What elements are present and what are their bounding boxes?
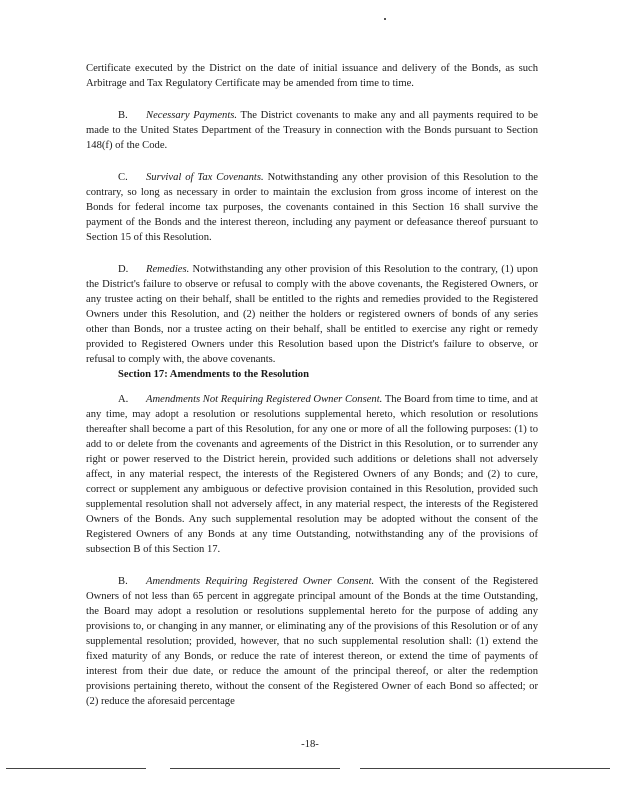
paragraph-letter: B. [118, 110, 128, 121]
paragraph-body: The District covenants to make any and all payments required to be made to the United States Department of the Treasury in connection with the Bonds pursuant to Section 148(f) of the Code. [86, 110, 538, 151]
paragraph-body: Notwithstanding any other provision of this Resolution to the contrary, so long as necessary in order to maintain the exclusion from gross income of interest on the Bonds for federal income tax purposes, the covenants contained in this Section 16 shall survive the payment of the Bonds and the interest thereon, including any payment or defeasance thereof pursuant to Section 15 of this Resolution. [86, 172, 539, 243]
paragraph-letter: C. [118, 172, 128, 183]
footer-rule [360, 768, 610, 769]
paragraph-body: The Board from time to time, and at any time, may adopt a resolution or resolutions supplemental hereto, which resolution or resolutions thereafter shall become a part of this Resolution, for any one or more of all the following purposes: (1) to add to or delete from the covenants and agreements of the District in this Resolution, or to surrender any right or power reserved to the District herein, provided such additions or deletions shall not adversely affect, in any material respect, the interests of the Registered Owners of any Bonds; and (2) to cure, correct or supplement any ambiguous or defective provision contained in this Resolution, provided such supplemental resolution shall not adversely affect, in any material respect, the interests of the Registered Owners of the Bonds. Any such supplemental resolution may be adopted without the consent of the Registered Owners of any Bonds at any time Outstanding, notwithstanding any of the provisions of subsection B of this Section 17. [86, 394, 539, 555]
paragraph-16-d [86, 262, 538, 367]
paragraph-title: Remedies. [146, 264, 190, 275]
paragraph-17-b [86, 574, 538, 709]
footer-rule [6, 768, 146, 769]
paragraph-title: Amendments Not Requiring Registered Owner Consent. [146, 394, 383, 405]
footer-rule [170, 768, 340, 769]
paragraph-title: Amendments Requiring Registered Owner Consent. [146, 576, 375, 587]
paragraph-title: Survival of Tax Covenants. [146, 172, 264, 183]
continuation-paragraph: Certificate executed by the District on the date of initial issuance and delivery of the Bonds, as such Arbitrage and Tax Regulatory Certificate may be amended from time to time. [86, 63, 538, 89]
section-heading: Section 17: Amendments to the Resolution [118, 369, 309, 380]
paragraph-letter: B. [118, 576, 128, 587]
paragraph-16-c [86, 170, 538, 245]
page-number: -18- [301, 739, 319, 750]
paragraph-body: With the consent of the Registered Owners of not less than 65 percent in aggregate principal amount of the Bonds at the time Outstanding, the Board may adopt a resolution or resolutions supplemental hereto for the purpose of adding any provisions to, or changing in any manner, or eliminating any of the provisions of this Resolution or of any supplemental resolution; provided, however, that no such supplemental resolution shall: (1) extend the fixed maturity of any Bonds, or reduce the rate of interest thereon, or extend the time of payments of interest from their due date, or reduce the amount of the principal thereof, or alter the redemption provisions pertaining thereto, without the consent of the Registered Owner of each Bond so affected; or (2) reduce the aforesaid percentage [86, 576, 538, 707]
paragraph-letter: D. [118, 264, 129, 275]
paragraph-letter: A. [118, 394, 129, 405]
paragraph-17-a [86, 392, 538, 557]
section-16-text [86, 61, 538, 384]
scan-speck [384, 18, 386, 20]
paragraph-body: Notwithstanding any other provision of this Resolution to the contrary, (1) upon the District's failure to observe or refusal to comply with the above covenants, the Registered Owners, or any trustee acting on their behalf, shall be entitled to the rights and remedies provided to the Registered Owners under this Resolution, and (2) neither the holders or registered owners of bonds of any series other than Bonds, nor a trustee acting on their behalf, shall be entitled to exercise any right or remedy provided to Registered Owners under this Resolution based upon the District's failure to observe, or refusal to comply with, the above covenants. [86, 264, 538, 365]
paragraph-title: Necessary Payments. [146, 110, 238, 121]
section-17-text [86, 392, 538, 726]
paragraph-16-b [86, 108, 538, 153]
